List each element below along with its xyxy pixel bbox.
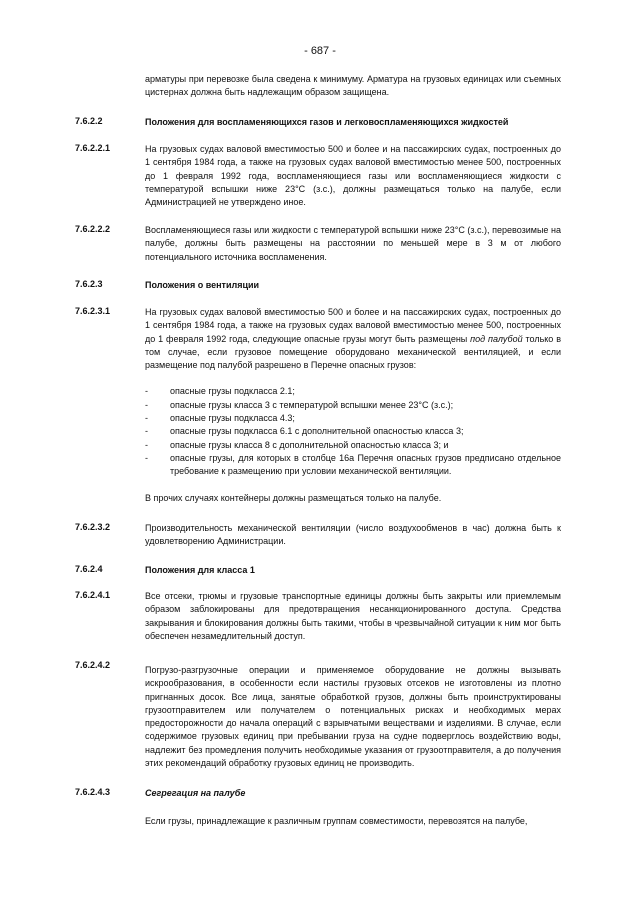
section-heading: Сегрегация на палубе bbox=[145, 788, 246, 798]
list-item-text: опасные грузы, для которых в столбце 16a Перечня опасных грузов предписано отдельное требование к размещению при условии механической вентиляции. bbox=[170, 452, 561, 477]
list-bullet: - bbox=[145, 413, 148, 424]
section-number: 7.6.2.3 bbox=[75, 279, 103, 289]
section-paragraph: Все отсеки, трюмы и грузовые транспортные единицы должны быть закрыты или приемлемым образом заблокированы для предотвращения несанкционированного доступа. Средства закрывания и блокирования должны быть такими, чтобы в чрезвычайной ситуации к ним мог быть обеспечен незамедлительный доступ. bbox=[145, 591, 561, 641]
list-item bbox=[145, 385, 561, 398]
section-number: 7.6.2.3.2 bbox=[75, 522, 111, 532]
list-item bbox=[145, 439, 561, 452]
intro-paragraph: арматуры при перевозке была сведена к минимуму. Арматура на грузовых единицах или съемных цистернах должна быть надлежащим образом защищена. bbox=[145, 74, 561, 98]
list-item bbox=[145, 399, 561, 412]
section-heading: Положения для класса 1 bbox=[145, 565, 255, 575]
list-item bbox=[145, 452, 561, 479]
section-number: 7.6.2.4.2 bbox=[75, 660, 111, 670]
list-bullet: - bbox=[145, 399, 148, 410]
paragraph-italic-part: под палубой bbox=[470, 333, 523, 344]
closing-paragraph: В прочих случаях контейнеры должны размещаться только на палубе. bbox=[145, 492, 442, 503]
section-number: 7.6.2.4 bbox=[75, 564, 103, 574]
list-item-text: опасные грузы подкласса 6.1 с дополнительной опасностью класса 3; bbox=[170, 426, 464, 437]
list-item-text: опасные грузы класса 8 с дополнительной опасностью класса 3; и bbox=[170, 439, 449, 450]
section-number: 7.6.2.2.1 bbox=[75, 143, 111, 153]
list-item-text: опасные грузы подкласса 2.1; bbox=[170, 386, 295, 397]
list-bullet: - bbox=[145, 386, 148, 397]
paragraph-text-part: только в том случае, если грузовое помещение оборудовано механической вентиляцией, и если размещение под палубой разрешено в Перечне опасных грузов: bbox=[145, 333, 561, 371]
section-number: 7.6.2.2.2 bbox=[75, 224, 111, 234]
section-paragraph bbox=[145, 306, 561, 372]
section-number: 7.6.2.4.3 bbox=[75, 787, 111, 797]
section-heading: Положения о вентиляции bbox=[145, 280, 260, 290]
list-item bbox=[145, 425, 561, 438]
section-paragraph: Воспламеняющиеся газы или жидкости с температурой вспышки ниже 23°C (з.с.), перевозимые на палубе, должны быть размещены на расстоянии по меньшей мере в 3 м от любого потенциального источника воспламенения. bbox=[145, 225, 561, 262]
section-paragraph: Если грузы, принадлежащие к различным группам совместимости, перевозятся на палубе, bbox=[145, 816, 528, 826]
section-paragraph: Погрузо-разгрузочные операции и применяемое оборудование не должны вызывать искрообразования, в особенности если настилы грузовых отсеков не изготовлены из плотно пригнанных досок. Все лица, занятые обработкой грузов, должны быть проинструктированы грузоотправителем или получателем о потенциальных рисках и необходимых мерах предосторожности до начала операций с взрывчатыми веществами и изделиями. В случае, если содержимое грузовых единиц при пребывании груза на судне подверглось воздействию воды, надлежит без промедления получить необходимые указания от грузоотправителя, а до получения этих рекомендаций обработку грузовых единиц не производить. bbox=[145, 665, 561, 769]
section-number: 7.6.2.2 bbox=[75, 116, 103, 126]
section-paragraph: На грузовых судах валовой вместимостью 500 и более и на пассажирских судах, построенных до 1 сентября 1984 года, а также на грузовых судах валовой вместимостью менее 500, построенных до 1 февраля 1992 года, воспламеняющиеся газы или воспламеняющиеся жидкости с температурой вспышки ниже 23°C (з.с.), должны размещаться только на палубе, если Администрацией не утверждено иное. bbox=[145, 144, 561, 208]
list-bullet: - bbox=[145, 439, 148, 450]
list-bullet: - bbox=[145, 452, 148, 463]
section-body bbox=[145, 306, 561, 505]
page-number: - 687 - bbox=[304, 45, 336, 57]
section-number: 7.6.2.4.1 bbox=[75, 590, 111, 600]
paragraph-text-part: На грузовых судах валовой вместимостью 500 и более и на пассажирских судах, построенных до 1 сентября 1984 года, а также на грузовых судах валовой вместимостью менее 500, построенных до 1 февраля 1992 года, следующие опасные грузы могут быть размещены bbox=[145, 307, 561, 344]
list-item-text: опасные грузы подкласса 4.3; bbox=[170, 413, 295, 424]
list-item bbox=[145, 412, 561, 425]
list-bullet: - bbox=[145, 426, 148, 437]
list-item-text: опасные грузы класса 3 с температурой вспышки менее 23°C (з.с.); bbox=[170, 399, 454, 410]
section-paragraph: Производительность механической вентиляции (число воздухообменов в час) должна быть к удовлетворению Администрации. bbox=[145, 523, 561, 547]
section-number: 7.6.2.3.1 bbox=[75, 306, 111, 316]
section-heading: Положения для воспламеняющихся газов и легковоспламеняющихся жидкостей bbox=[145, 117, 509, 127]
hazard-list bbox=[145, 385, 561, 478]
